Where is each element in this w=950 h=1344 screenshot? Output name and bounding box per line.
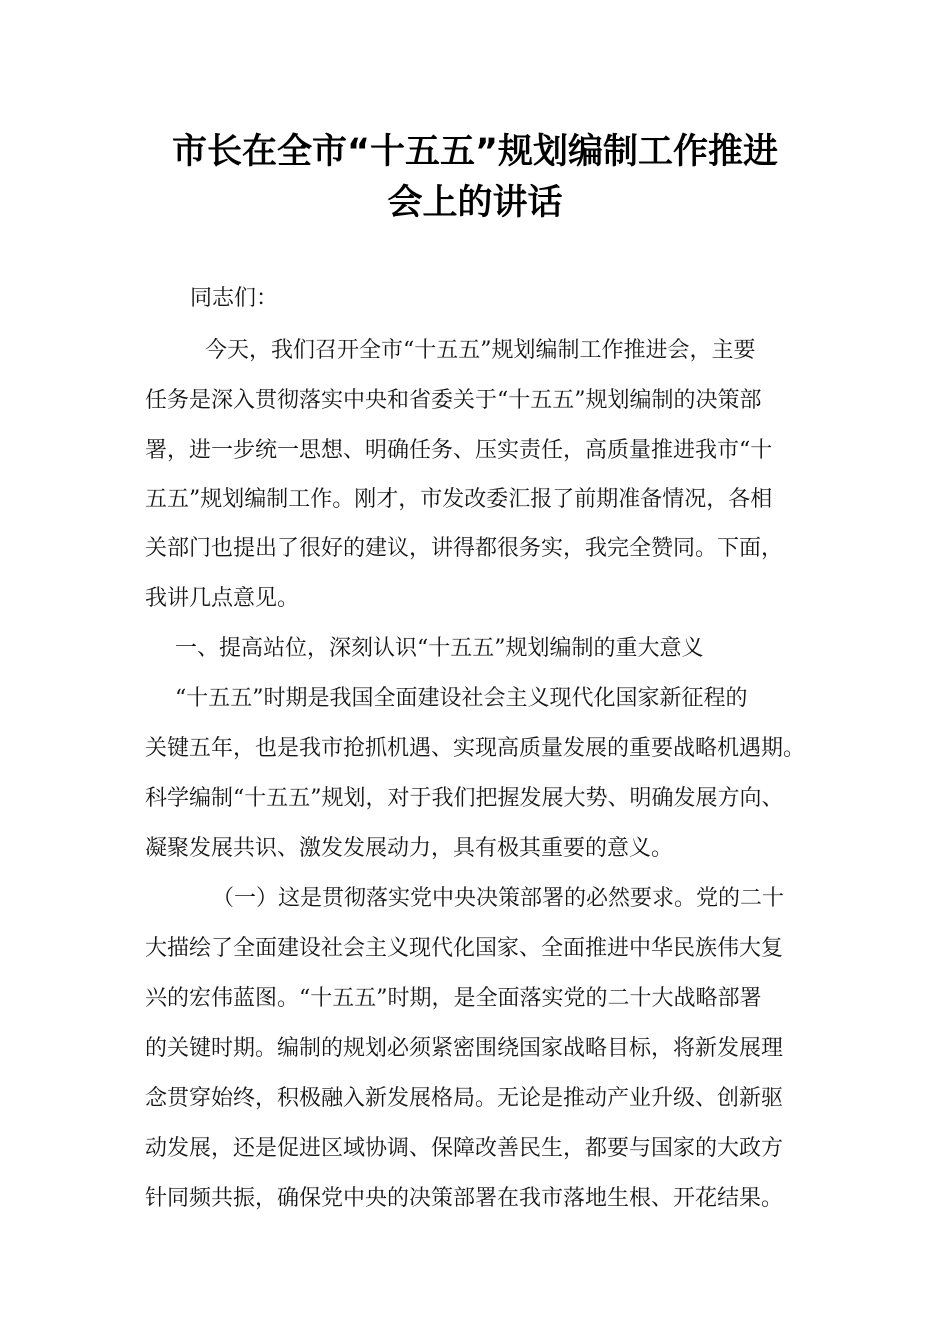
paragraph-line: 署，进一步统一思想、明确任务、压实责任，高质量推进我市“十 bbox=[145, 438, 773, 463]
paragraph-line: 念贯穿始终，积极融入新发展格局。无论是推动产业升级、创新驱 bbox=[145, 1086, 784, 1111]
paragraph-line: 五五”规划编制工作。刚才，市发改委汇报了前期准备情况，各相 bbox=[145, 487, 773, 512]
paragraph-line: 针同频共振，确保党中央的决策部署在我市落地生根、开花结果。 bbox=[145, 1186, 784, 1211]
paragraph-line: “十五五”时期是我国全面建设社会主义现代化国家新征程的 bbox=[175, 686, 748, 711]
paragraph-line: 任务是深入贯彻落实中央和省委关于“十五五”规划编制的决策部 bbox=[145, 388, 762, 413]
paragraph-line: 关键五年，也是我市抢抓机遇、实现高质量发展的重要战略机遇期。 bbox=[145, 736, 806, 761]
paragraph-line: 科学编制“十五五”规划，对于我们把握发展大势、明确发展方向、 bbox=[145, 786, 784, 811]
paragraph-line: 的关键时期。编制的规划必须紧密围绕国家战略目标，将新发展理 bbox=[145, 1036, 784, 1061]
salutation: 同志们： bbox=[190, 286, 279, 311]
paragraph-line: 凝聚发展共识、激发发展动力，具有极其重要的意义。 bbox=[145, 836, 674, 861]
paragraph-line: 关部门也提出了很好的建议，讲得都很务实，我完全赞同。下面， bbox=[145, 536, 784, 561]
subsection-heading-line: （一）这是贯彻落实党中央决策部署的必然要求。党的二十 bbox=[212, 886, 785, 911]
paragraph-line: 我讲几点意见。 bbox=[145, 586, 300, 611]
document-title-line-1: 市长在全市“十五五”规划编制工作推进 bbox=[171, 132, 778, 172]
paragraph-line: 兴的宏伟蓝图。“十五五”时期，是全面落实党的二十大战略部署 bbox=[145, 986, 762, 1011]
section-heading: 一、提高站位，深刻认识“十五五”规划编制的重大意义 bbox=[175, 636, 704, 661]
paragraph-line: 大描绘了全面建设社会主义现代化国家、全面推进中华民族伟大复 bbox=[145, 936, 784, 961]
paragraph-line: 今天，我们召开全市“十五五”规划编制工作推进会，主要 bbox=[205, 338, 756, 363]
paragraph-line: 动发展，还是促进区域协调、保障改善民生，都要与国家的大政方 bbox=[145, 1136, 784, 1161]
document-title-line-2: 会上的讲话 bbox=[387, 183, 563, 223]
